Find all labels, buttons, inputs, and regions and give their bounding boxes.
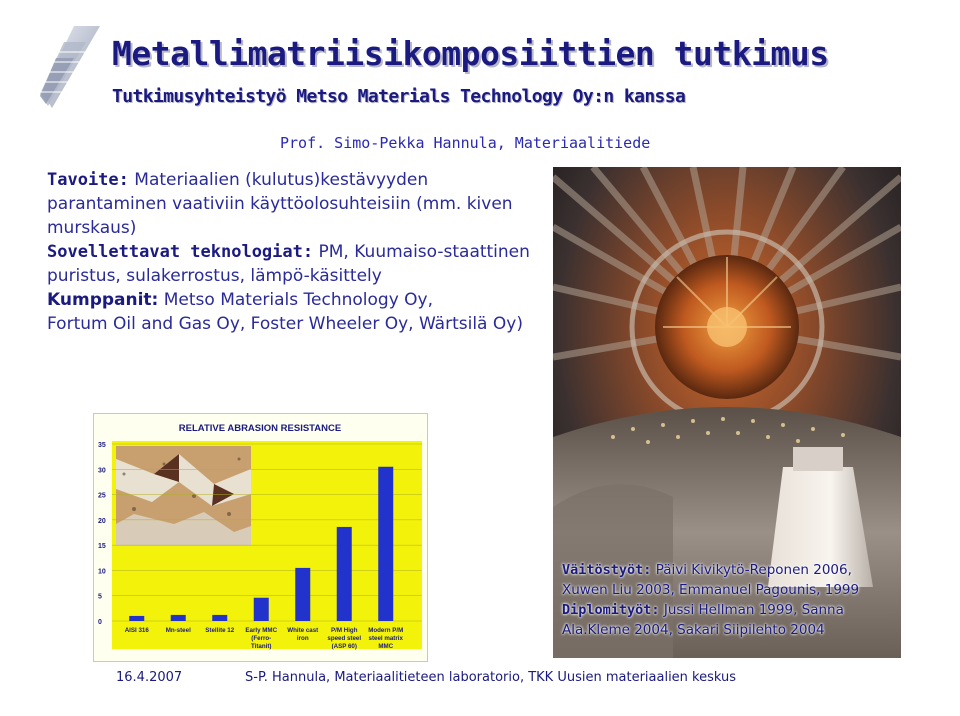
y-tick-label: 10 xyxy=(98,568,106,576)
x-tick-label: Mn-steel xyxy=(165,627,191,634)
x-tick-label: Stellite 12 xyxy=(205,627,235,634)
tech-label: Sovellettavat teknologiat: xyxy=(47,242,314,262)
y-tick-label: 20 xyxy=(98,517,106,525)
bar-1 xyxy=(171,615,186,621)
author-line: Prof. Simo-Pekka Hannula, Materiaalitiede xyxy=(280,134,651,152)
bar-3 xyxy=(254,598,269,621)
masters-paragraph xyxy=(562,600,897,640)
abrasion-chart-svg xyxy=(94,414,427,661)
tkk-logo-icon xyxy=(34,22,108,114)
bar-0 xyxy=(129,616,144,621)
tech-text: PM, Kuumaiso-staattinen puristus, sulakerrostus, lämpö-käsittely xyxy=(47,242,530,286)
y-tick-label: 15 xyxy=(98,543,106,551)
y-tick-label: 30 xyxy=(98,467,106,475)
tech-paragraph xyxy=(47,240,547,288)
y-tick-label: 25 xyxy=(98,492,106,500)
bar-5 xyxy=(337,527,352,621)
footer-date: 16.4.2007 xyxy=(116,670,183,685)
doctoral-text: Päivi Kivikytö-Reponen 2006, Xuwen Liu 2003, Emmanuel Pagounis, 1999 xyxy=(562,562,860,598)
micrograph-inset xyxy=(116,446,251,546)
y-tick-label: 35 xyxy=(98,442,106,449)
y-tick-label: 0 xyxy=(98,619,102,626)
theses-box xyxy=(562,560,897,640)
slide-subtitle: Tutkimusyhteistyö Metso Materials Technology Oy:n kanssa xyxy=(112,86,686,107)
doctoral-label: Väitöstyöt: xyxy=(562,562,652,578)
partners-label: Kumppanit: xyxy=(47,290,159,310)
abrasion-chart xyxy=(93,413,428,662)
x-tick-label: AISI 316 xyxy=(124,627,149,634)
partners-paragraph xyxy=(47,288,547,336)
x-tick-label: Early MMC (Ferro-Titanit) xyxy=(245,627,278,650)
masters-text: Jussi Hellman 1999, Sanna Ala.Kleme 2004, Sakari Siipilehto 2004 xyxy=(562,602,844,638)
partners-text-2: Fortum Oil and Gas Oy, Foster Wheeler Oy, Wärtsilä Oy) xyxy=(47,314,523,334)
bar-4 xyxy=(295,568,310,621)
footer-credit: S-P. Hannula, Materiaalitieteen laboratorio, TKK Uusien materiaalien keskus xyxy=(245,670,737,685)
masters-label: Diplomityöt: xyxy=(562,602,660,618)
goal-text: Materiaalien (kulutus)kestävyyden parantaminen vaativiin käyttöolosuhteisiin (mm. kiven murskaus) xyxy=(47,170,513,238)
doctoral-paragraph xyxy=(562,560,897,600)
partners-text-1: Metso Materials Technology Oy, xyxy=(158,290,434,310)
slide-title: Metallimatriisikomposiittien tutkimus xyxy=(112,34,829,73)
x-tick-label: White cast iron xyxy=(287,627,319,642)
goal-paragraph xyxy=(47,168,547,240)
x-tick-label: Modern P/M steel matrix MMC xyxy=(368,627,404,650)
chart-title: RELATIVE ABRASION RESISTANCE xyxy=(178,423,342,434)
goal-label: Tavoite: xyxy=(47,170,129,190)
bar-6 xyxy=(378,467,393,621)
bar-2 xyxy=(212,615,227,621)
y-tick-label: 5 xyxy=(98,593,102,601)
x-tick-label: P/M High speed steel (ASP 60) xyxy=(327,627,362,650)
main-body-text xyxy=(47,168,547,336)
